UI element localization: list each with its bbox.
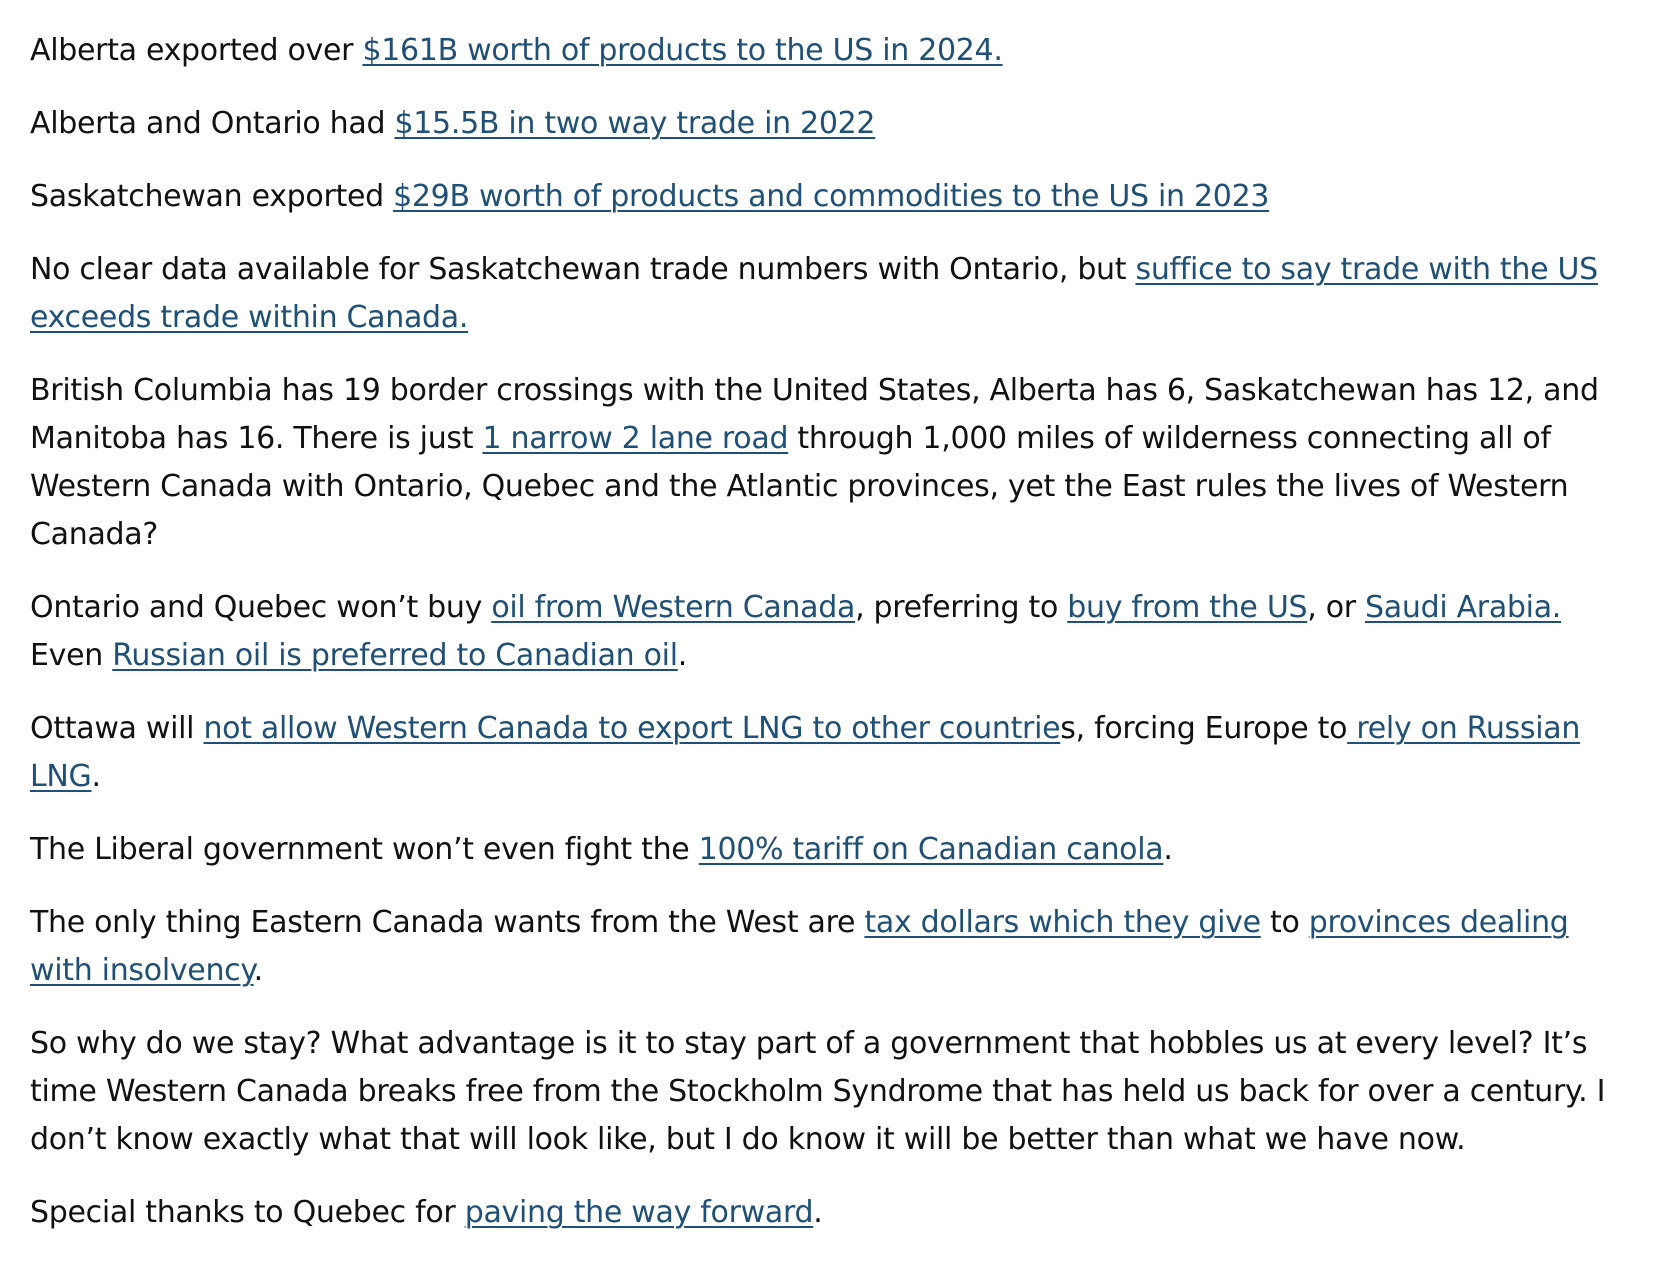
text: Alberta exported over: [30, 33, 363, 68]
link-saskatchewan-exports-2023[interactable]: $29B worth of products and commodities to the US in 2023: [393, 179, 1270, 214]
text: British Columbia has 19 border crossings with the United States, Alberta has 6, Saskatchewan has 12, and Manitoba has 16. There is just: [30, 373, 1599, 456]
link-buy-from-us[interactable]: buy from the US: [1067, 590, 1308, 625]
text: .: [677, 638, 687, 673]
text: Saskatchewan exported: [30, 179, 394, 214]
link-paving-the-way[interactable]: paving the way forward: [464, 1195, 814, 1230]
text: Special thanks to Quebec for: [30, 1195, 465, 1230]
paragraph-border-crossings: [30, 367, 1636, 559]
link-provinces-insolvency[interactable]: provinces dealing with insolvency: [30, 905, 1569, 988]
paragraph-lng-export: [30, 705, 1636, 801]
text: Ontario and Quebec won’t buy: [30, 590, 492, 625]
text: Alberta and Ontario had: [30, 106, 395, 141]
text: The only thing Eastern Canada wants from the West are: [30, 905, 865, 940]
paragraph-saskatchewan-ontario: [30, 246, 1636, 342]
text: .: [253, 953, 263, 988]
text: through 1,000 miles of wilderness connecting all of Western Canada with Ontario, Quebec and the Atlantic provinces, yet the East rules the lives of Western Canada?: [30, 421, 1569, 552]
paragraph-why-stay: [30, 1020, 1636, 1164]
link-rely-on-russian-lng[interactable]: rely on Russian LNG: [30, 711, 1581, 794]
link-alberta-exports-2024[interactable]: $161B worth of products to the US in 2024.: [362, 33, 1003, 68]
link-tax-dollars[interactable]: tax dollars which they give: [864, 905, 1261, 940]
link-two-way-trade-2022[interactable]: $15.5B in two way trade in 2022: [394, 106, 876, 141]
paragraph-alberta-ontario-trade: [30, 100, 1636, 148]
text: .: [91, 759, 101, 794]
paragraph-canola-tariff: [30, 826, 1636, 874]
paragraph-tax-dollars: [30, 899, 1636, 995]
text: No clear data available for Saskatchewan trade numbers with Ontario, but: [30, 252, 1136, 287]
text: So why do we stay? What advantage is it to stay part of a government that hobbles us at every level? It’s time Western Canada breaks free from the Stockholm Syndrome that has held us back for over a century. I don’t know exactly what that will look like, but I do know it will be better than what we have now.: [30, 1026, 1606, 1157]
text: s, forcing Europe to: [1060, 711, 1348, 746]
text: Even: [30, 638, 113, 673]
text: .: [813, 1195, 823, 1230]
link-canola-tariff[interactable]: 100% tariff on Canadian canola: [698, 832, 1164, 867]
text: to: [1260, 905, 1309, 940]
text: , or: [1307, 590, 1366, 625]
text: , preferring to: [855, 590, 1068, 625]
paragraph-oil-purchases: [30, 584, 1636, 680]
text: The Liberal government won’t even fight the: [30, 832, 699, 867]
text: .: [1163, 832, 1173, 867]
paragraph-special-thanks: [30, 1189, 1636, 1237]
paragraph-saskatchewan-exports: [30, 173, 1636, 221]
link-saudi-arabia[interactable]: Saudi Arabia.: [1365, 590, 1562, 625]
link-narrow-lane-road[interactable]: 1 narrow 2 lane road: [482, 421, 789, 456]
link-oil-from-western-canada[interactable]: oil from Western Canada: [491, 590, 856, 625]
link-not-allow-lng-export[interactable]: not allow Western Canada to export LNG to other countrie: [203, 711, 1061, 746]
link-russian-oil-preferred[interactable]: Russian oil is preferred to Canadian oil: [112, 638, 678, 673]
text: Ottawa will: [30, 711, 204, 746]
paragraph-alberta-exports: [30, 0, 1636, 75]
link-trade-with-us-exceeds[interactable]: suffice to say trade with the US exceeds trade within Canada.: [30, 252, 1598, 335]
